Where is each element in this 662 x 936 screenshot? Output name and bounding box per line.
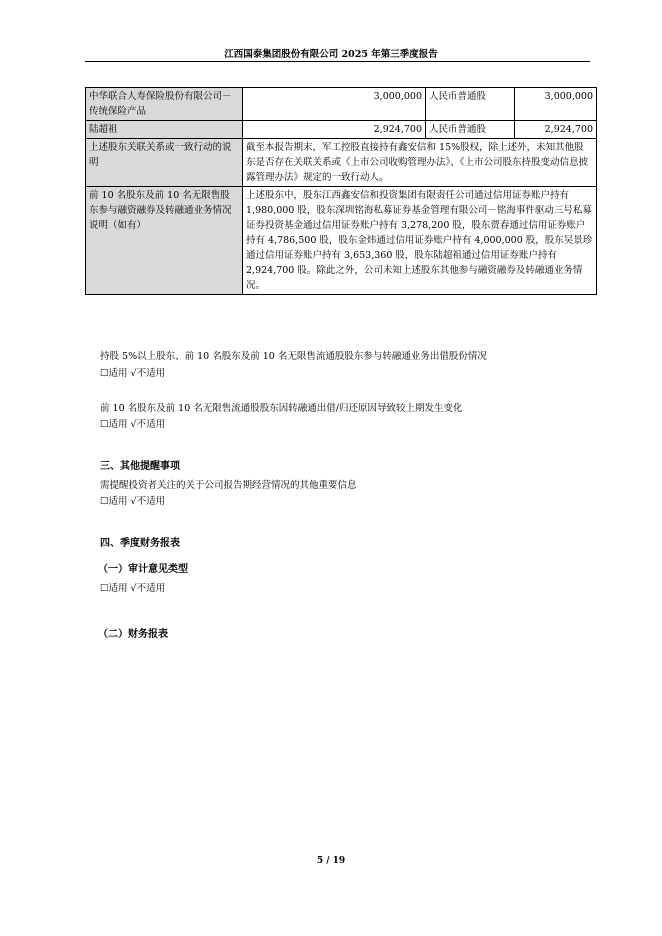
table-row [86,88,597,121]
share-type: 人民币普通股 [426,121,515,139]
other-reminders-text: 需提醒投资者关注的关于公司报告期经营情况的其他重要信息 [100,480,357,491]
shareholder-name: 中华联合人寿保险股份有限公司－传统保险产品 [86,88,243,121]
subsection-audit-opinion: （一）审计意见类型 [98,564,188,575]
share-type: 人民币普通股 [426,88,515,121]
applicability-option: ☐适用 √不适用 [100,419,166,430]
shares-held: 2,924,700 [243,121,426,139]
page-number: 5 / 19 [316,856,346,866]
applicability-option: ☐适用 √不适用 [100,496,166,507]
change-disclosure-text: 前 10 名股东及前 10 名无限售流通股股东因转融通出借/归还原因导致较上期发生变化 [100,403,463,414]
applicability-option: ☐适用 √不适用 [100,368,166,379]
share-amount: 2,924,700 [515,121,597,139]
relation-text: 截至本报告期末，军工控股直接持有鑫安信和 15%股权，除上述外，未知其他股东是否存在关联关系或《上市公司收购管理办法》、《上市公司股东持股变动信息披露管理办法》规定的一致行动人。 [243,139,597,187]
margin-label: 前 10 名股东及前 10 名无限售股东参与融资融券及转融通业务情况说明（如有） [86,187,243,295]
section-title-financial-statements: 四、季度财务报表 [100,538,180,549]
applicability-option: ☐适用 √不适用 [100,583,166,594]
shareholder-name: 陆超祖 [86,121,243,139]
table-row [86,187,597,295]
report-header: 江西国泰集团股份有限公司 2025 年第三季度报告 [224,49,438,60]
section-title-other-reminders: 三、其他提醒事项 [100,461,180,472]
subsection-financial-statements: （二）财务报表 [98,629,168,640]
shareholder-table [85,87,597,295]
lending-disclosure-text: 持股 5%以上股东、前 10 名股东及前 10 名无限售流通股股东参与转融通业务出借股份情况 [100,351,487,362]
table-row [86,139,597,187]
relation-label: 上述股东关联关系或一致行动的说明 [86,139,243,187]
header-divider [85,61,590,62]
shares-held: 3,000,000 [243,88,426,121]
margin-text: 上述股东中，股东江西鑫安信和投资集团有限责任公司通过信用证券账户持有 1,980,000 股，股东深圳铭海私募证券基金管理有限公司－铭海事件驱动三号私募证券投资基金通过信用证券账户持有 3,278,200 股，股东贾春通过信用证券账户持有 4,786,500 股，股东金炜通过信用证券账户持有 4,000,000 股，股东吴景珍通过信用证券账户持有 3,653,360 股，股东陆超祖通过信用证券账户持有 2,924,700 股。除此之外，公司未知上述股东其他参与融资融券及转融通业务情况。 [243,187,597,295]
share-amount: 3,000,000 [515,88,597,121]
table-row [86,121,597,139]
